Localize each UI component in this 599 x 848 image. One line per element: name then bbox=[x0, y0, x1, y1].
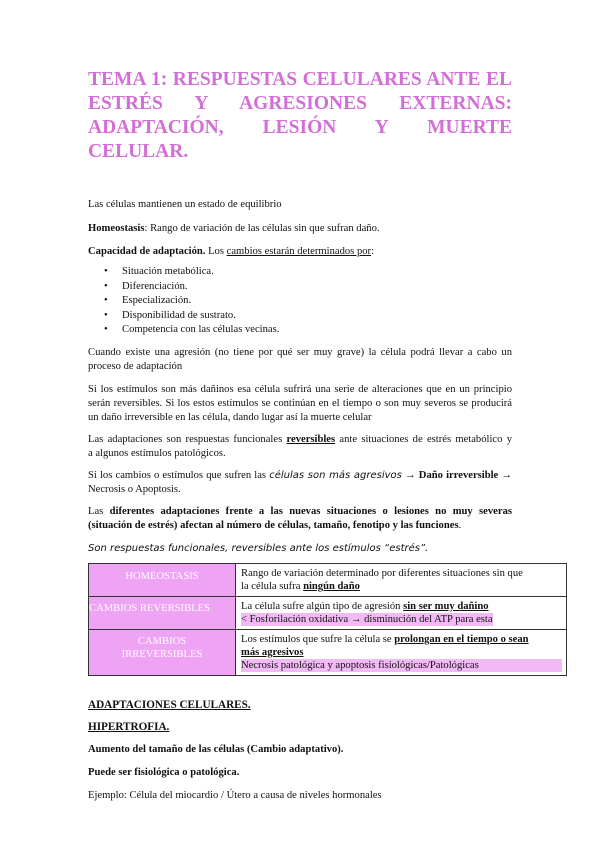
intro-text: Las células mantienen un estado de equilibrio bbox=[88, 199, 282, 210]
script-line: Son respuestas funcionales, reversibles ante los estímulos “estrés”. bbox=[88, 542, 429, 554]
row-label-homeostasis: HOMEOSTASIS bbox=[125, 570, 199, 582]
factor-list bbox=[88, 265, 512, 338]
row-text-line bbox=[241, 600, 562, 613]
row-text-part: La célula sufre algún tipo de agresión bbox=[241, 600, 404, 612]
diferentes-paragraph bbox=[88, 505, 512, 533]
diferentes-pre: Las bbox=[88, 505, 110, 517]
list-item: • Situación metabólica. bbox=[88, 265, 512, 280]
adaptaciones-line-1 bbox=[88, 433, 512, 447]
adaptaciones-paragraph bbox=[88, 433, 512, 461]
table-text-cell bbox=[236, 563, 567, 596]
capacidad-sep: Los bbox=[205, 246, 227, 257]
agresion-paragraph bbox=[88, 346, 512, 374]
diferentes-line-1 bbox=[88, 505, 512, 519]
table-row bbox=[89, 563, 567, 596]
capacidad-term: Capacidad de adaptación. bbox=[88, 246, 206, 257]
table-row bbox=[89, 596, 567, 629]
adaptaciones-line-2: a algunos estímulos patológicos. bbox=[88, 447, 226, 459]
table-text-cell bbox=[236, 596, 567, 629]
row-text-highlight: Necrosis patológica y apoptosis fisiológicas/Patológicas bbox=[241, 659, 562, 672]
diferentes-bold-2: (situación de estrés) afectan al número de células, tamaño, fenotipo y las funciones bbox=[88, 519, 459, 531]
hipertrofia-type: Puede ser fisiológica o patológica. bbox=[88, 766, 240, 778]
adaptaciones-pre: Las adaptaciones son respuestas funcionales bbox=[88, 433, 287, 445]
capacidad-end: : bbox=[371, 246, 375, 257]
homeostasis-definition: : Rango de variación de las células sin que sufran daño. bbox=[144, 223, 380, 234]
estimulos-line-1: Si los estímulos son más dañinos esa célula sufrirá una serie de alteraciones que en un principio bbox=[88, 383, 512, 395]
reversibles-term: reversibles bbox=[286, 433, 336, 445]
table-text-cell bbox=[236, 629, 567, 675]
ejemplo-text: Ejemplo: Célula del miocardio / Útero a causa de niveles hormonales bbox=[88, 789, 382, 801]
cambios-paragraph bbox=[88, 469, 512, 497]
cambios-line-1 bbox=[88, 469, 512, 483]
table-row bbox=[89, 629, 567, 675]
row-label-irreversibles-2: IRREVERSIBLES bbox=[121, 648, 203, 660]
title-line-2: ESTRÉS Y AGRESIONES EXTERNAS: bbox=[88, 93, 512, 114]
list-item: • Diferenciación. bbox=[88, 280, 512, 295]
diferentes-bold-1: diferentes adaptaciones frente a las nuevas situaciones o lesiones no muy severas bbox=[109, 505, 512, 517]
cambios-line-2: Necrosis o Apoptosis. bbox=[88, 483, 181, 495]
row-text-highlight: < Fosforilación oxidativa → disminución del ATP para esta bbox=[241, 613, 493, 625]
comparison-table bbox=[88, 563, 567, 676]
cambios-script: células son más agresivos bbox=[269, 469, 402, 481]
hipertrofia-definition: Aumento del tamaño de las células (Cambio adaptativo). bbox=[88, 743, 344, 755]
estimulos-paragraph bbox=[88, 383, 512, 425]
capacidad-underlined: cambios estarán determinados por bbox=[226, 246, 372, 257]
table-label-cell bbox=[89, 563, 236, 596]
title-line-3: ADAPTACIÓN, LESIÓN Y MUERTE CELULAR. bbox=[88, 117, 512, 162]
arrow-icon: → bbox=[498, 469, 513, 481]
estimulos-line-3: un daño irreversible en las célula, dando lugar así la muerte celular bbox=[88, 411, 372, 423]
section-heading-hipertrofia: HIPERTROFIA. bbox=[88, 720, 170, 733]
cambios-pre: Si los cambios o estímulos que sufren las bbox=[88, 469, 270, 481]
table-label-cell bbox=[89, 629, 236, 675]
ningun-dano: ningún daño bbox=[303, 580, 360, 592]
row-label-irreversibles-1: CAMBIOS bbox=[137, 635, 187, 647]
section-heading-adaptaciones: ADAPTACIONES CELULARES. bbox=[88, 698, 251, 711]
homeostasis-term: Homeostasis bbox=[88, 223, 145, 234]
row-text-line bbox=[241, 633, 562, 646]
list-item: • Especialización. bbox=[88, 294, 512, 309]
row-text-line: Rango de variación determinado por diferentes situaciones sin que bbox=[241, 567, 523, 579]
sin-ser-muy-danino: sin ser muy dañino bbox=[403, 600, 489, 612]
estimulos-line-2: serán reversibles. Si los estos estímulos se continúan en el tiempo o son muy severos se producirá bbox=[88, 397, 512, 409]
agresion-line-1: Cuando existe una agresión (no tiene por qué ser muy grave) la célula podrá llevar a cabo un bbox=[88, 346, 512, 358]
list-item: • Disponibilidad de sustrato. bbox=[88, 309, 512, 324]
title-line-1: TEMA 1: RESPUESTAS CELULARES ANTE EL bbox=[88, 69, 512, 90]
capacidad-paragraph bbox=[88, 245, 512, 259]
document-title bbox=[88, 68, 512, 164]
row-text-part: la célula sufra bbox=[241, 580, 304, 592]
row-text-part: Los estímulos que sufre la célula se bbox=[241, 633, 395, 645]
table-label-cell bbox=[89, 596, 236, 629]
row-text-line bbox=[241, 580, 562, 593]
list-item: • Competencia con las células vecinas. bbox=[88, 323, 512, 338]
agresion-line-2: proceso de adaptación bbox=[88, 360, 183, 372]
adaptaciones-post: ante situaciones de estrés metabólico y bbox=[335, 433, 512, 445]
mas-agresivos: más agresivos bbox=[241, 646, 304, 658]
prolongan-text: prolongan en el tiempo o sean bbox=[394, 633, 529, 645]
diferentes-line-2 bbox=[88, 520, 461, 531]
document-page bbox=[88, 68, 529, 803]
arrow-icon: → bbox=[401, 469, 419, 481]
diferentes-end: . bbox=[458, 519, 462, 531]
homeostasis-paragraph bbox=[88, 222, 512, 236]
row-label-reversibles: CAMBIOS REVERSIBLES bbox=[89, 602, 210, 614]
dano-irreversible: Daño irreversible bbox=[418, 469, 499, 481]
